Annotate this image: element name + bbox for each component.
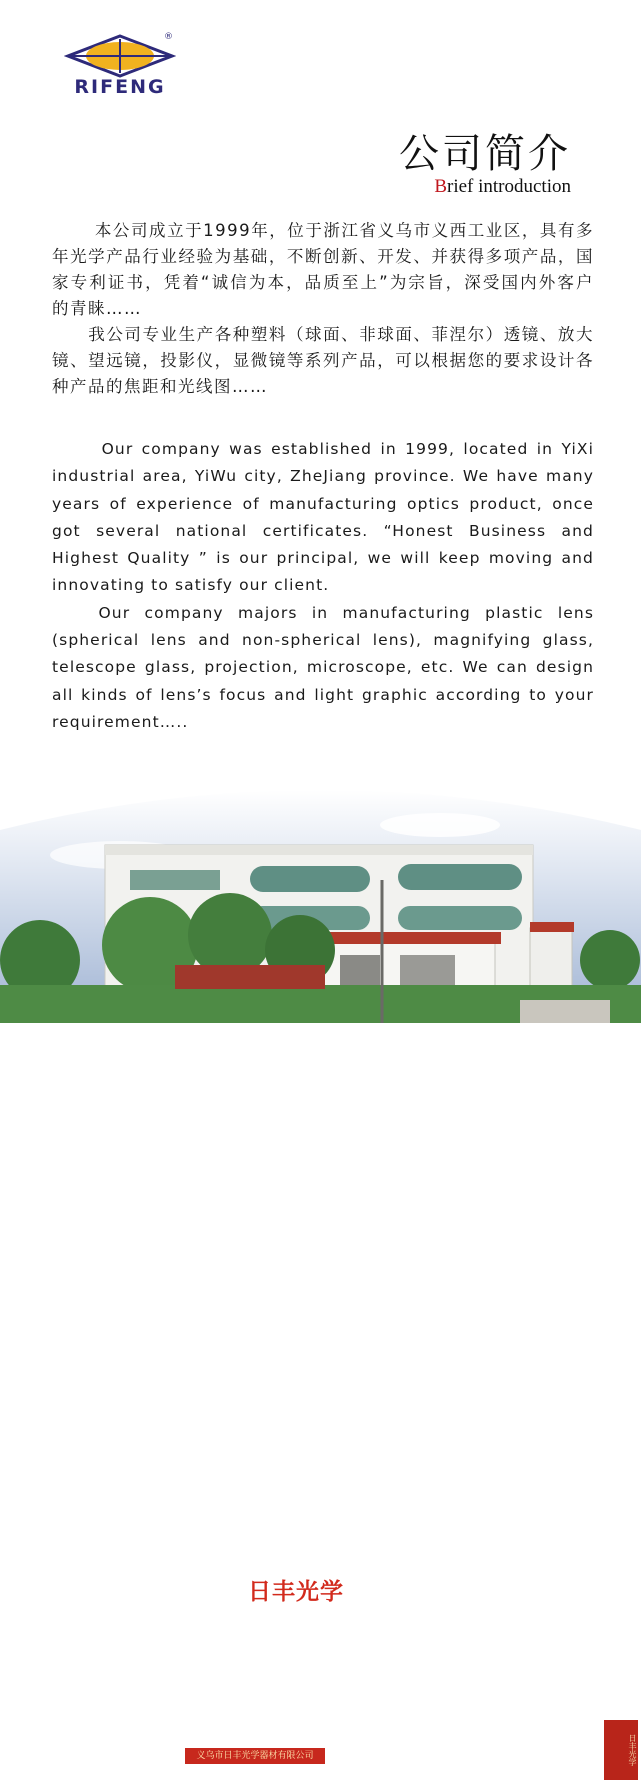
intro-en-paragraph-1: Our company was established in 1999, located in YiXi industrial area, YiWu city, ZheJiang province. We have many years of experience of manufacturing optics product, once got several national certificates. “Honest Business and Highest Quality ” is our principal, we will keep moving and innovating to satisfy our client. [52, 440, 594, 595]
page-title-chinese: 公司简介 [399, 131, 571, 177]
intro-chinese [52, 218, 594, 400]
registered-mark: ® [164, 32, 173, 42]
factory-photo [0, 760, 641, 1766]
intro-cn-paragraph-2: 我公司专业生产各种塑料（球面、非球面、菲涅尔）透镜、放大镜、望远镜，投影仪，显微镜等系列产品，可以根据您的要求设计各种产品的焦距和光线图…… [52, 325, 594, 396]
intro-english [52, 436, 594, 736]
company-logo [64, 34, 176, 100]
roof-sign: 日丰光学 [248, 1579, 344, 1605]
title-rest: rief introduction [447, 176, 571, 197]
intro-en-paragraph-2: Our company majors in manufacturing plastic lens (spherical lens and non-spherical lens), magnifying glass, telescope glass, projection, microscope, etc. We can design all kinds of lens’s focus and light graphic according to your requirement….. [52, 603, 594, 731]
brand-wordmark: RIFENG [74, 76, 166, 98]
page-title-english [434, 176, 571, 198]
intro-cn-paragraph-1: 本公司成立于1999年，位于浙江省义乌市义西工业区，具有多年光学产品行业经验为基础，不断创新、开发、并获得多项产品，国家专利证书，凭着“诚信为本，品质至上”为宗旨，深受国内外客户的青睐…… [52, 221, 594, 318]
gate-sign: 日丰光学 [604, 1720, 638, 1780]
diamond-lens-icon [64, 34, 176, 78]
company-banner: 义乌市日丰光学器材有限公司 [185, 1748, 325, 1764]
title-initial-letter: B [434, 176, 447, 197]
